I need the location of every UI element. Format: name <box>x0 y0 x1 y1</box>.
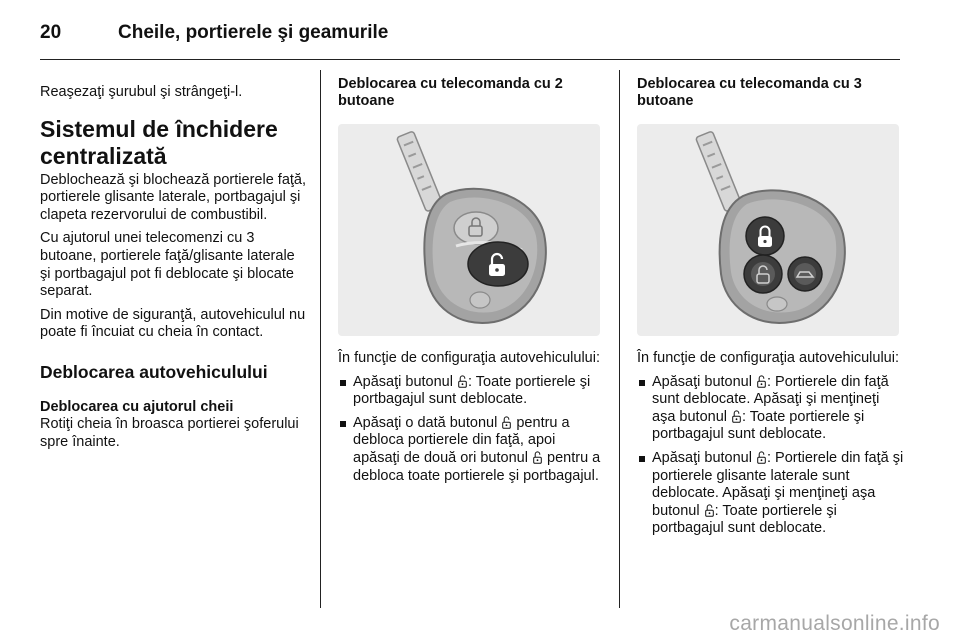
column-2-title: Deblocarea cu telecomanda cu 2 butoane <box>338 76 563 109</box>
paragraph-2: Cu ajutorul unei telecomenzi cu 3 butoane, portierele faţă/glisante laterale şi portbagajul pot fi deblocate şi blocate separat. <box>40 230 295 300</box>
column-1 <box>40 70 308 451</box>
unlock-button-icon <box>757 451 766 464</box>
unlock-button-icon <box>732 410 741 423</box>
paragraph-1: Deblochează şi blochează portierele faţă, portierele glisante laterale, portbagajul şi clapeta rezervorului de combustibil. <box>40 171 306 223</box>
key-fob-2-figure <box>338 124 600 336</box>
column-divider-2 <box>619 70 620 608</box>
watermark: carmanualsonline.info <box>729 612 940 635</box>
paragraph-4: Rotiţi cheia în broasca portierei şoferului spre înainte. <box>40 415 299 450</box>
header-rule <box>40 59 900 60</box>
column-divider-1 <box>320 70 321 608</box>
minor-title: Deblocarea cu ajutorul cheii <box>40 398 234 415</box>
list-item: Apăsaţi butonul : Toate portierele şi portbagajul sunt deblocate. <box>338 374 606 409</box>
page-number: 20 <box>40 22 62 43</box>
subsection-title: Deblocarea autovehiculului <box>40 361 268 382</box>
list-item: Apăsaţi butonul : Portierele din faţă sunt deblocate. Apăsaţi şi menţineţi aşa butonul : Toate portierele şi portbagajul sunt deblocate. <box>637 374 905 444</box>
list-item: Apăsaţi o dată butonul pentru a debloca portierele din faţă, apoi apăsaţi de două ori butonul pentru a debloca toate portierele şi portbagajul. <box>338 415 606 485</box>
unlock-button-icon <box>533 451 542 464</box>
key-fob-2-button-icon <box>338 124 600 336</box>
paragraph-3: Din motive de siguranţă, autovehiculul nu poate fi încuiat cu cheia în contact. <box>40 306 306 341</box>
column-3-intro: În funcţie de configuraţia autovehiculului: <box>637 350 899 366</box>
column-2 <box>338 70 606 491</box>
column-2-list <box>338 374 606 486</box>
unlock-button-icon <box>757 375 766 388</box>
column-2-intro: În funcţie de configuraţia autovehiculului: <box>338 350 600 366</box>
list-item: Apăsaţi butonul : Portierele din faţă şi portierele glisante laterale sunt deblocate. Apăsaţi şi menţineţi aşa butonul : Toate portierele şi portbagajul sunt deblocate. <box>637 450 905 538</box>
unlock-button-icon <box>705 504 714 517</box>
unlock-button-icon <box>458 375 467 388</box>
column-3-title: Deblocarea cu telecomanda cu 3 butoane <box>637 76 862 109</box>
column-3-list <box>637 374 905 538</box>
key-fob-3-button-icon <box>637 124 899 336</box>
column-3 <box>637 70 905 544</box>
unlock-button-icon <box>502 416 511 429</box>
intro-text: Reaşezaţi şurubul şi strângeţi-l. <box>40 84 243 100</box>
chapter-title: Cheile, portierele şi geamurile <box>118 22 389 43</box>
key-fob-3-figure <box>637 124 899 336</box>
section-title: Sistemul de închidere centralizată <box>40 115 278 169</box>
